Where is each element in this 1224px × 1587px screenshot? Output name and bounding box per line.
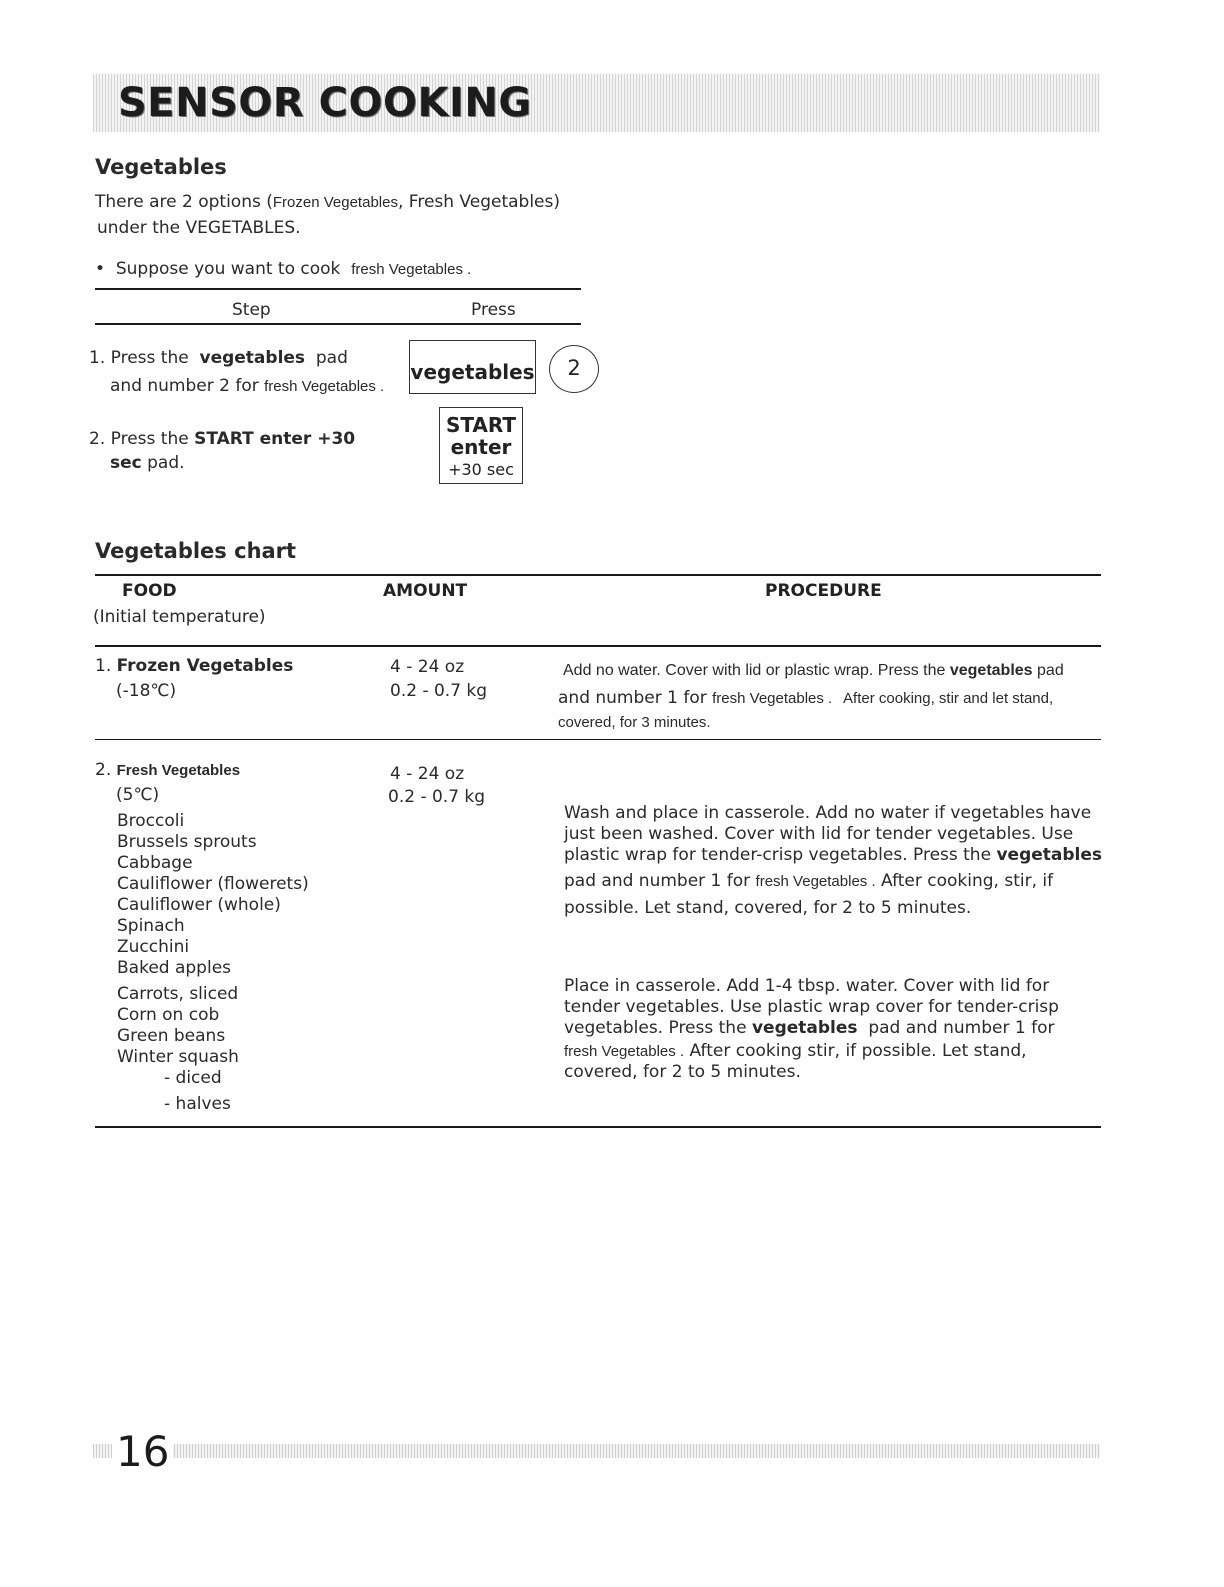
step-2-line-1: 2. Press the START enter +30 [89,429,356,449]
list-item: Zucchini [117,937,190,957]
step-1-line-2: and number 2 for fresh Vegetables . [110,376,385,396]
row-2-food: 2. Fresh Vegetables [95,760,241,780]
page-title: SENSOR COOKING [118,80,532,126]
list-item: Carrots, sliced [117,984,239,1004]
steps-col-step: Step [232,300,271,320]
list-item: - halves [164,1094,231,1114]
steps-table-top-rule [95,288,581,290]
row-1-food: 1. Frozen Vegetables [95,656,294,676]
plus-30-sec-label: +30 sec [448,460,514,479]
row-2-amount-kg: 0.2 - 0.7 kg [388,787,486,807]
row-2-procedure-1: Wash and place in casserole. Add no water if vegetables have just been washed. Cover with lid for tender vegetables. Use plastic wrap for tender-crisp vegetables. Press the vegetables pad and number 1 for fresh Vegetables . After cooking, stir, if possible. Let stand, covered, for 2 to 5 minutes. [564,803,1103,918]
step-2-line-2: sec pad. [110,453,185,473]
row-1-procedure-line-1: Add no water. Cover with lid or plastic wrap. Press the vegetables pad [563,662,1064,679]
intro-line-1: There are 2 options (Frozen Vegetables, Fresh Vegetables) [95,192,561,212]
row-1-rule [95,739,1101,740]
step-1-line-1: 1. Press the vegetables pad [89,348,348,368]
intro-line-2: under the VEGETABLES. [97,218,301,238]
list-item: Baked apples [117,958,232,978]
row-1-procedure-line-3: covered, for 3 minutes. [558,714,711,731]
col-procedure: PROCEDURE [765,581,882,601]
list-item: Cauliflower (whole) [117,895,281,915]
list-item: Cabbage [117,853,193,873]
row-2-group-1-list [117,811,309,979]
number-2-button[interactable]: 2 [549,345,599,393]
list-item: - diced [164,1068,222,1088]
chart-head-rule [95,645,1101,647]
steps-table-head-rule [95,323,581,325]
row-2-temp: (5℃) [116,785,160,805]
list-item: Spinach [117,916,185,936]
row-1-amount-kg: 0.2 - 0.7 kg [390,681,488,701]
row-1-procedure-line-2: and number 1 for fresh Vegetables . After cooking, stir and let stand, [558,688,1054,708]
list-item: Cauliflower (flowerets) [117,874,309,894]
col-food-sub: (Initial temperature) [93,607,266,627]
vegetables-pad-button[interactable]: vegetables [409,340,536,394]
list-item: Winter squash [117,1047,239,1067]
row-1-amount-oz: 4 - 24 oz [390,657,465,677]
list-item: Green beans [117,1026,226,1046]
chart-title: Vegetables chart [95,539,297,563]
enter-label: enter [450,435,512,459]
row-1-temp: (-18℃) [116,681,177,701]
chart-top-rule [95,574,1101,576]
list-item: Brussels sprouts [117,832,257,852]
row-2-procedure-2: Place in casserole. Add 1-4 tbsp. water. Cover with lid for tender vegetables. Use plastic wrap cover for tender-crisp vegetables. Press the vegetables pad and number 1 for fresh Vegetables . After cooking stir, if possible. Let stand, covered, for 2 to 5 minutes. [564,976,1059,1082]
footer-bar [93,1444,1100,1458]
section-title: Vegetables [95,155,227,179]
list-item: Corn on cob [117,1005,220,1025]
start-label: START [445,413,517,437]
chart-bottom-rule [95,1126,1101,1128]
row-2-group-2-list [117,984,239,1115]
col-amount: AMOUNT [383,581,468,601]
row-2-amount-oz: 4 - 24 oz [390,764,465,784]
page-number: 16 [112,1428,173,1476]
steps-col-press: Press [471,300,516,320]
suppose-line: • Suppose you want to cook fresh Vegetables . [95,259,472,279]
list-item: Broccoli [117,811,185,831]
start-enter-button[interactable] [439,407,523,484]
col-food: FOOD [122,581,177,601]
